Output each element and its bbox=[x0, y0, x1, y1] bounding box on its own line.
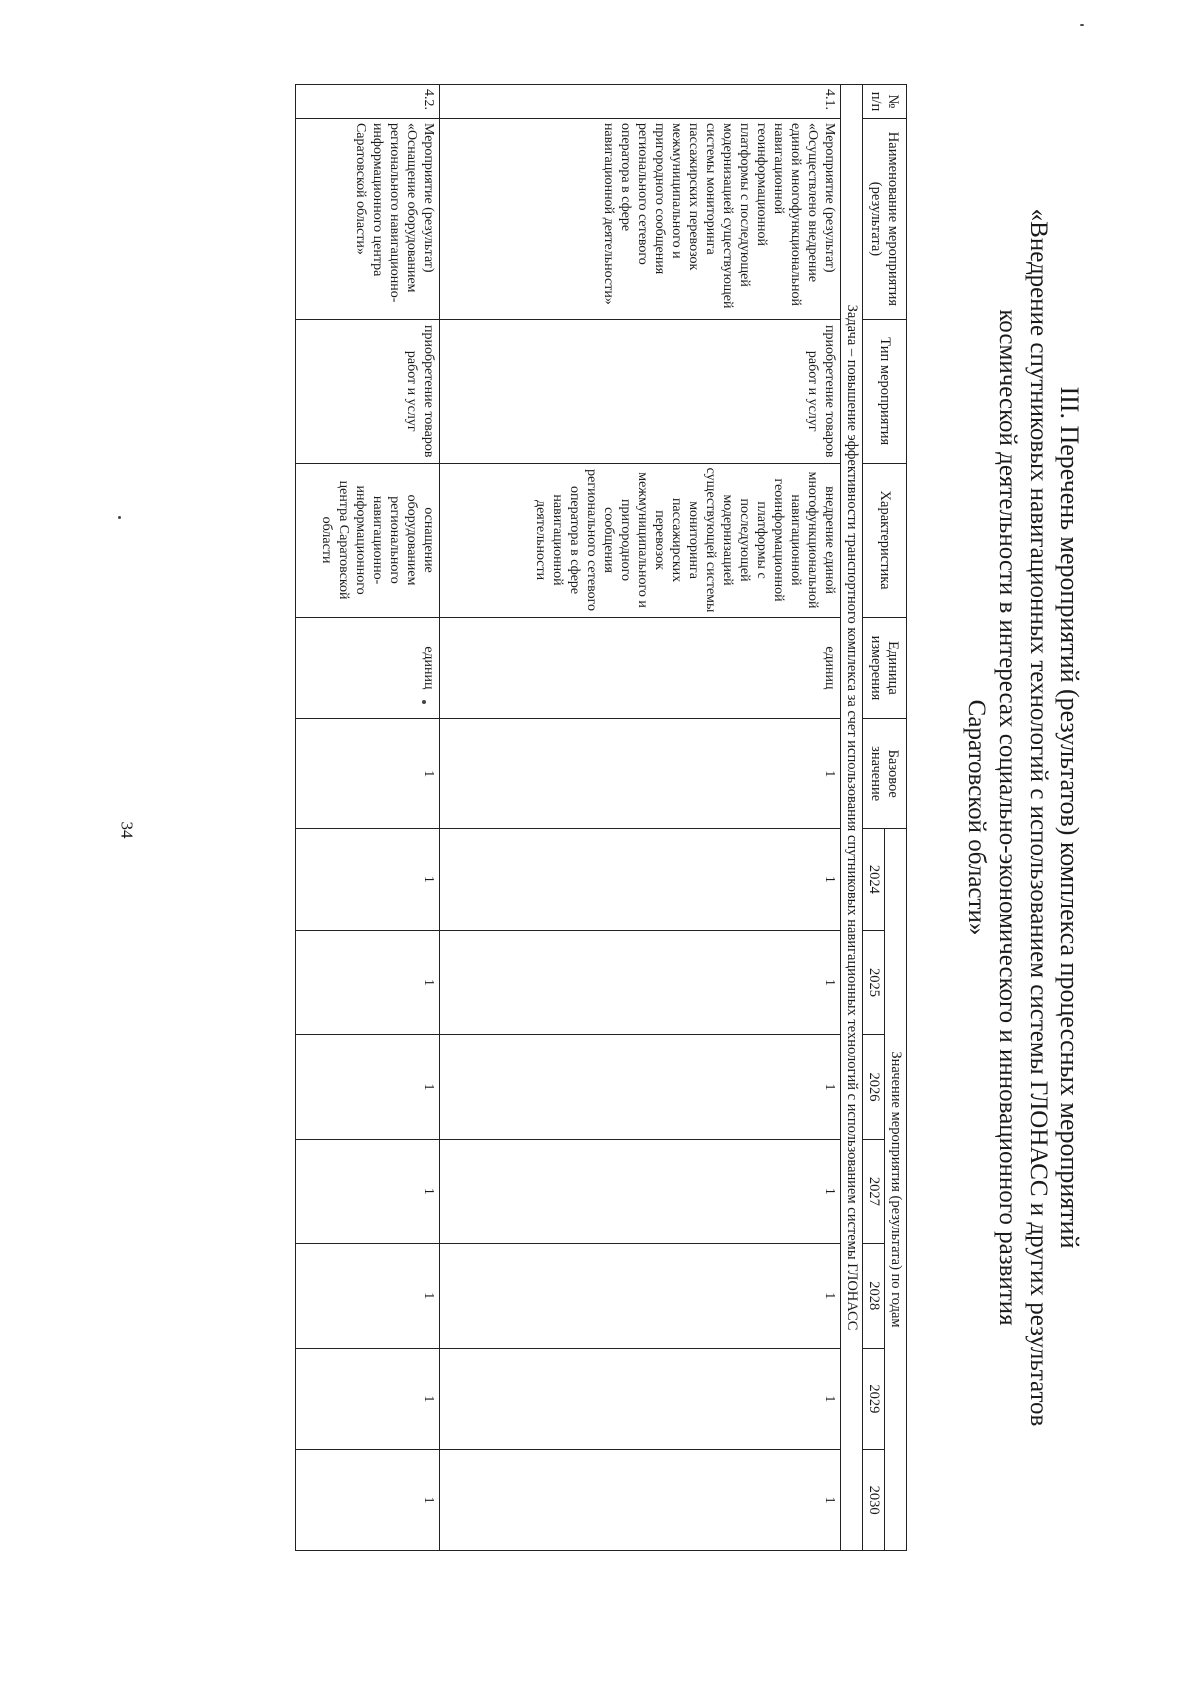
row-name: Мероприятие (результат) «Осуществлено внедрение единой многофункциональной навигационной геоинформационной платформы с последующей модернизацией существующей системы мониторинга пассажирских перевозок межмуниципального и пригородного сообщения регионального сетевого оператора в сфере навигационной деятельности» bbox=[440, 118, 841, 319]
row-value-2027: 1 bbox=[296, 1139, 440, 1243]
row-value-2029: 1 bbox=[296, 1348, 440, 1450]
header-year: 2027 bbox=[863, 1139, 885, 1243]
row-value-2025: 1 bbox=[296, 930, 440, 1034]
row-type: приобретение товаров работ и услуг bbox=[296, 319, 440, 463]
header-year: 2030 bbox=[863, 1450, 885, 1551]
header-type: Тип мероприятия bbox=[863, 319, 907, 463]
header-year: 2024 bbox=[863, 829, 885, 931]
row-name: Мероприятие (результат) «Оснащение оборудованием регионального навигационно-информационного центра Саратовской области» bbox=[296, 118, 440, 319]
row-characteristic: внедрение единой многофункциональной навигационной геоинформационной платформы с последующей модернизацией существующей системы мониторинга пассажирских перевозок межмуниципального и пригородного сообщения регионального сетевого оператора в сфере навигационной деятельности bbox=[440, 463, 841, 617]
heading-line-3: космической деятельности в интересах социально-экономического и инновационного развития bbox=[994, 309, 1021, 1326]
row-value-2028: 1 bbox=[296, 1244, 440, 1348]
scan-speck bbox=[118, 516, 121, 519]
heading-line-1: III. Перечень мероприятий (результатов) комплекса процессных мероприятий bbox=[1055, 386, 1084, 1249]
header-unit: Единица измерения bbox=[863, 617, 907, 719]
task-row bbox=[841, 85, 863, 1551]
table-row bbox=[440, 85, 841, 1551]
row-value-2029: 1 bbox=[440, 1348, 841, 1450]
header-year: 2029 bbox=[863, 1348, 885, 1450]
row-value-2026: 1 bbox=[296, 1035, 440, 1139]
row-unit: единиц bbox=[440, 617, 841, 719]
row-value-2024: 1 bbox=[296, 829, 440, 931]
row-base: 1 bbox=[440, 719, 841, 829]
heading-line-2: «Внедрение спутниковых навигационных технологий с использованием системы ГЛОНАСС и других результатов bbox=[1025, 208, 1052, 1427]
header-year: 2026 bbox=[863, 1035, 885, 1139]
header-year: 2025 bbox=[863, 930, 885, 1034]
header-years-group: Значение мероприятия (результата) по годам bbox=[885, 829, 907, 1551]
header-num: № п/п bbox=[863, 85, 907, 119]
row-unit: единиц bbox=[296, 617, 440, 719]
header-characteristic: Характеристика bbox=[863, 463, 907, 617]
row-characteristic: оснащение оборудованием регионального навигационно-информационного центра Саратовской области bbox=[296, 463, 440, 617]
header-year: 2028 bbox=[863, 1244, 885, 1348]
header-row-1 bbox=[885, 85, 907, 1551]
row-value-2027: 1 bbox=[440, 1139, 841, 1243]
row-value-2028: 1 bbox=[440, 1244, 841, 1348]
header-name: Наименование мероприятия (результата) bbox=[863, 118, 907, 319]
row-value-2030: 1 bbox=[440, 1450, 841, 1551]
row-value-2030: 1 bbox=[296, 1450, 440, 1551]
row-value-2025: 1 bbox=[440, 930, 841, 1034]
activities-table bbox=[295, 84, 907, 1551]
document-heading bbox=[907, 84, 1085, 1551]
row-num: 4.2. bbox=[296, 85, 440, 119]
row-value-2026: 1 bbox=[440, 1035, 841, 1139]
rotated-sheet bbox=[245, 84, 1085, 1551]
heading-line-4: Саратовской области» bbox=[963, 699, 990, 936]
page-number: 34 bbox=[117, 821, 137, 839]
row-num: 4.1. bbox=[440, 85, 841, 119]
task-text: Задача – повышение эффективности транспортного комплекса за счет использования спутниковых навигационных технологий с использованием системы ГЛОНАСС bbox=[841, 85, 863, 1551]
row-base: 1 bbox=[296, 719, 440, 829]
header-base: Базовое значение bbox=[863, 719, 907, 829]
row-value-2024: 1 bbox=[440, 829, 841, 931]
scan-speck bbox=[1080, 24, 1084, 26]
row-type: приобретение товаров работ и услуг bbox=[440, 319, 841, 463]
table-row bbox=[296, 85, 440, 1551]
